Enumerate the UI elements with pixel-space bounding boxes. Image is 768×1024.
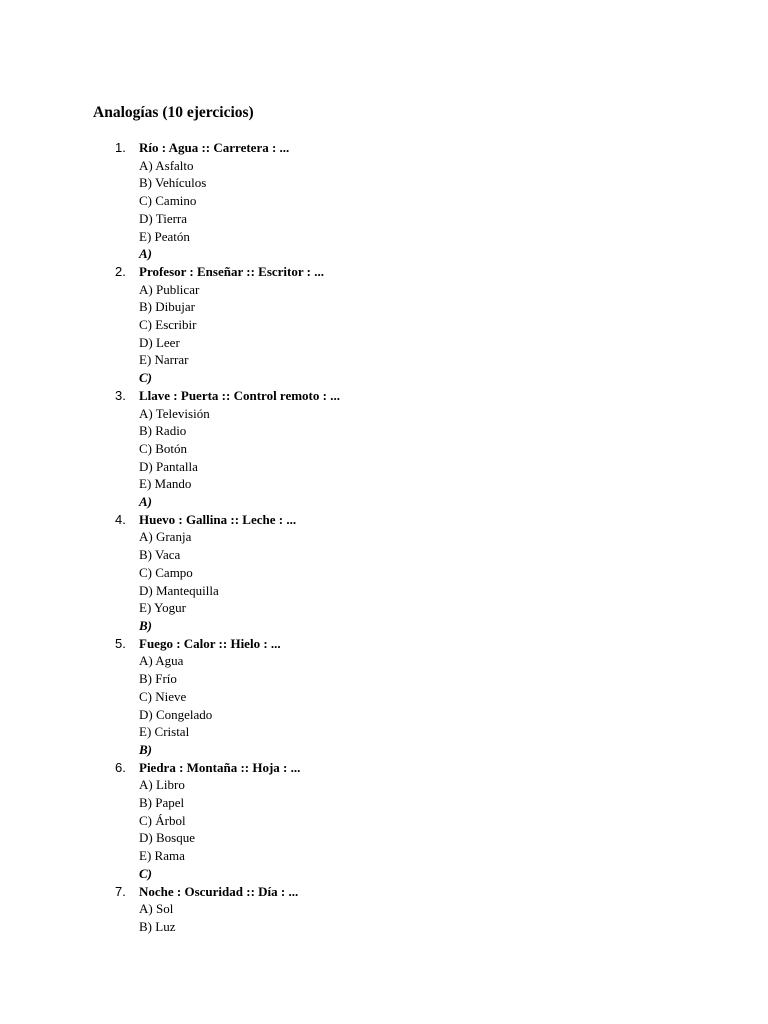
option-c: C) Escribir <box>139 317 197 333</box>
option-a: A) Granja <box>139 529 192 545</box>
option-a: A) Agua <box>139 653 184 669</box>
option-d: D) Leer <box>139 334 180 350</box>
exercise-number: 4. <box>115 511 126 527</box>
document-title: Analogías (10 ejercicios) <box>93 104 254 121</box>
option-a: A) Publicar <box>139 281 200 297</box>
exercise-item <box>0 759 340 883</box>
exercise-question: Huevo : Gallina :: Leche : ... <box>139 511 297 527</box>
option-e: E) Narrar <box>139 352 189 368</box>
option-c: C) Árbol <box>139 812 186 828</box>
option-e: E) Mando <box>139 476 192 492</box>
option-a: A) Sol <box>139 901 174 917</box>
exercise-item <box>0 263 340 387</box>
exercise-list <box>0 139 340 936</box>
option-b: B) Vehículos <box>139 175 207 191</box>
option-d: D) Tierra <box>139 210 188 226</box>
option-a: A) Televisión <box>139 405 210 421</box>
option-a: A) Asfalto <box>139 157 194 173</box>
exercise-question: Piedra : Montaña :: Hoja : ... <box>139 759 301 775</box>
option-c: C) Botón <box>139 440 188 456</box>
exercise-item <box>0 635 340 759</box>
option-d: D) Pantalla <box>139 458 198 474</box>
exercise-question: Noche : Oscuridad :: Día : ... <box>139 883 299 899</box>
option-b: B) Radio <box>139 423 187 439</box>
exercise-answer: A) <box>139 246 152 262</box>
exercise-number: 2. <box>115 263 126 279</box>
exercise-answer: C) <box>139 370 152 386</box>
exercise-answer: A) <box>139 494 152 510</box>
option-e: E) Yogur <box>139 600 186 616</box>
option-b: B) Papel <box>139 795 185 811</box>
option-e: E) Peatón <box>139 228 190 244</box>
option-d: D) Congelado <box>139 706 213 722</box>
option-c: C) Campo <box>139 564 193 580</box>
option-c: C) Nieve <box>139 688 187 704</box>
exercise-number: 3. <box>115 387 126 403</box>
option-a: A) Libro <box>139 777 185 793</box>
exercise-question: Fuego : Calor :: Hielo : ... <box>139 635 281 651</box>
option-b: B) Frío <box>139 671 177 687</box>
exercise-number: 7. <box>115 883 126 899</box>
option-c: C) Camino <box>139 193 197 209</box>
exercise-question: Profesor : Enseñar :: Escritor : ... <box>139 263 324 279</box>
exercise-answer: B) <box>139 617 152 633</box>
option-e: E) Rama <box>139 848 185 864</box>
option-b: B) Dibujar <box>139 299 195 315</box>
option-d: D) Mantequilla <box>139 582 219 598</box>
exercise-number: 6. <box>115 759 126 775</box>
option-e: E) Cristal <box>139 724 190 740</box>
exercise-item <box>0 139 340 263</box>
exercise-item <box>0 387 340 511</box>
exercise-answer: C) <box>139 865 152 881</box>
exercise-answer: B) <box>139 741 152 757</box>
option-b: B) Vaca <box>139 547 181 563</box>
exercise-item <box>0 511 340 635</box>
option-b: B) Luz <box>139 918 176 934</box>
exercise-question: Llave : Puerta :: Control remoto : ... <box>139 387 340 403</box>
exercise-item <box>0 883 340 936</box>
exercise-question: Río : Agua :: Carretera : ... <box>139 140 290 155</box>
exercise-number: 1. <box>115 140 126 155</box>
option-d: D) Bosque <box>139 830 195 846</box>
exercise-number: 5. <box>115 635 126 651</box>
